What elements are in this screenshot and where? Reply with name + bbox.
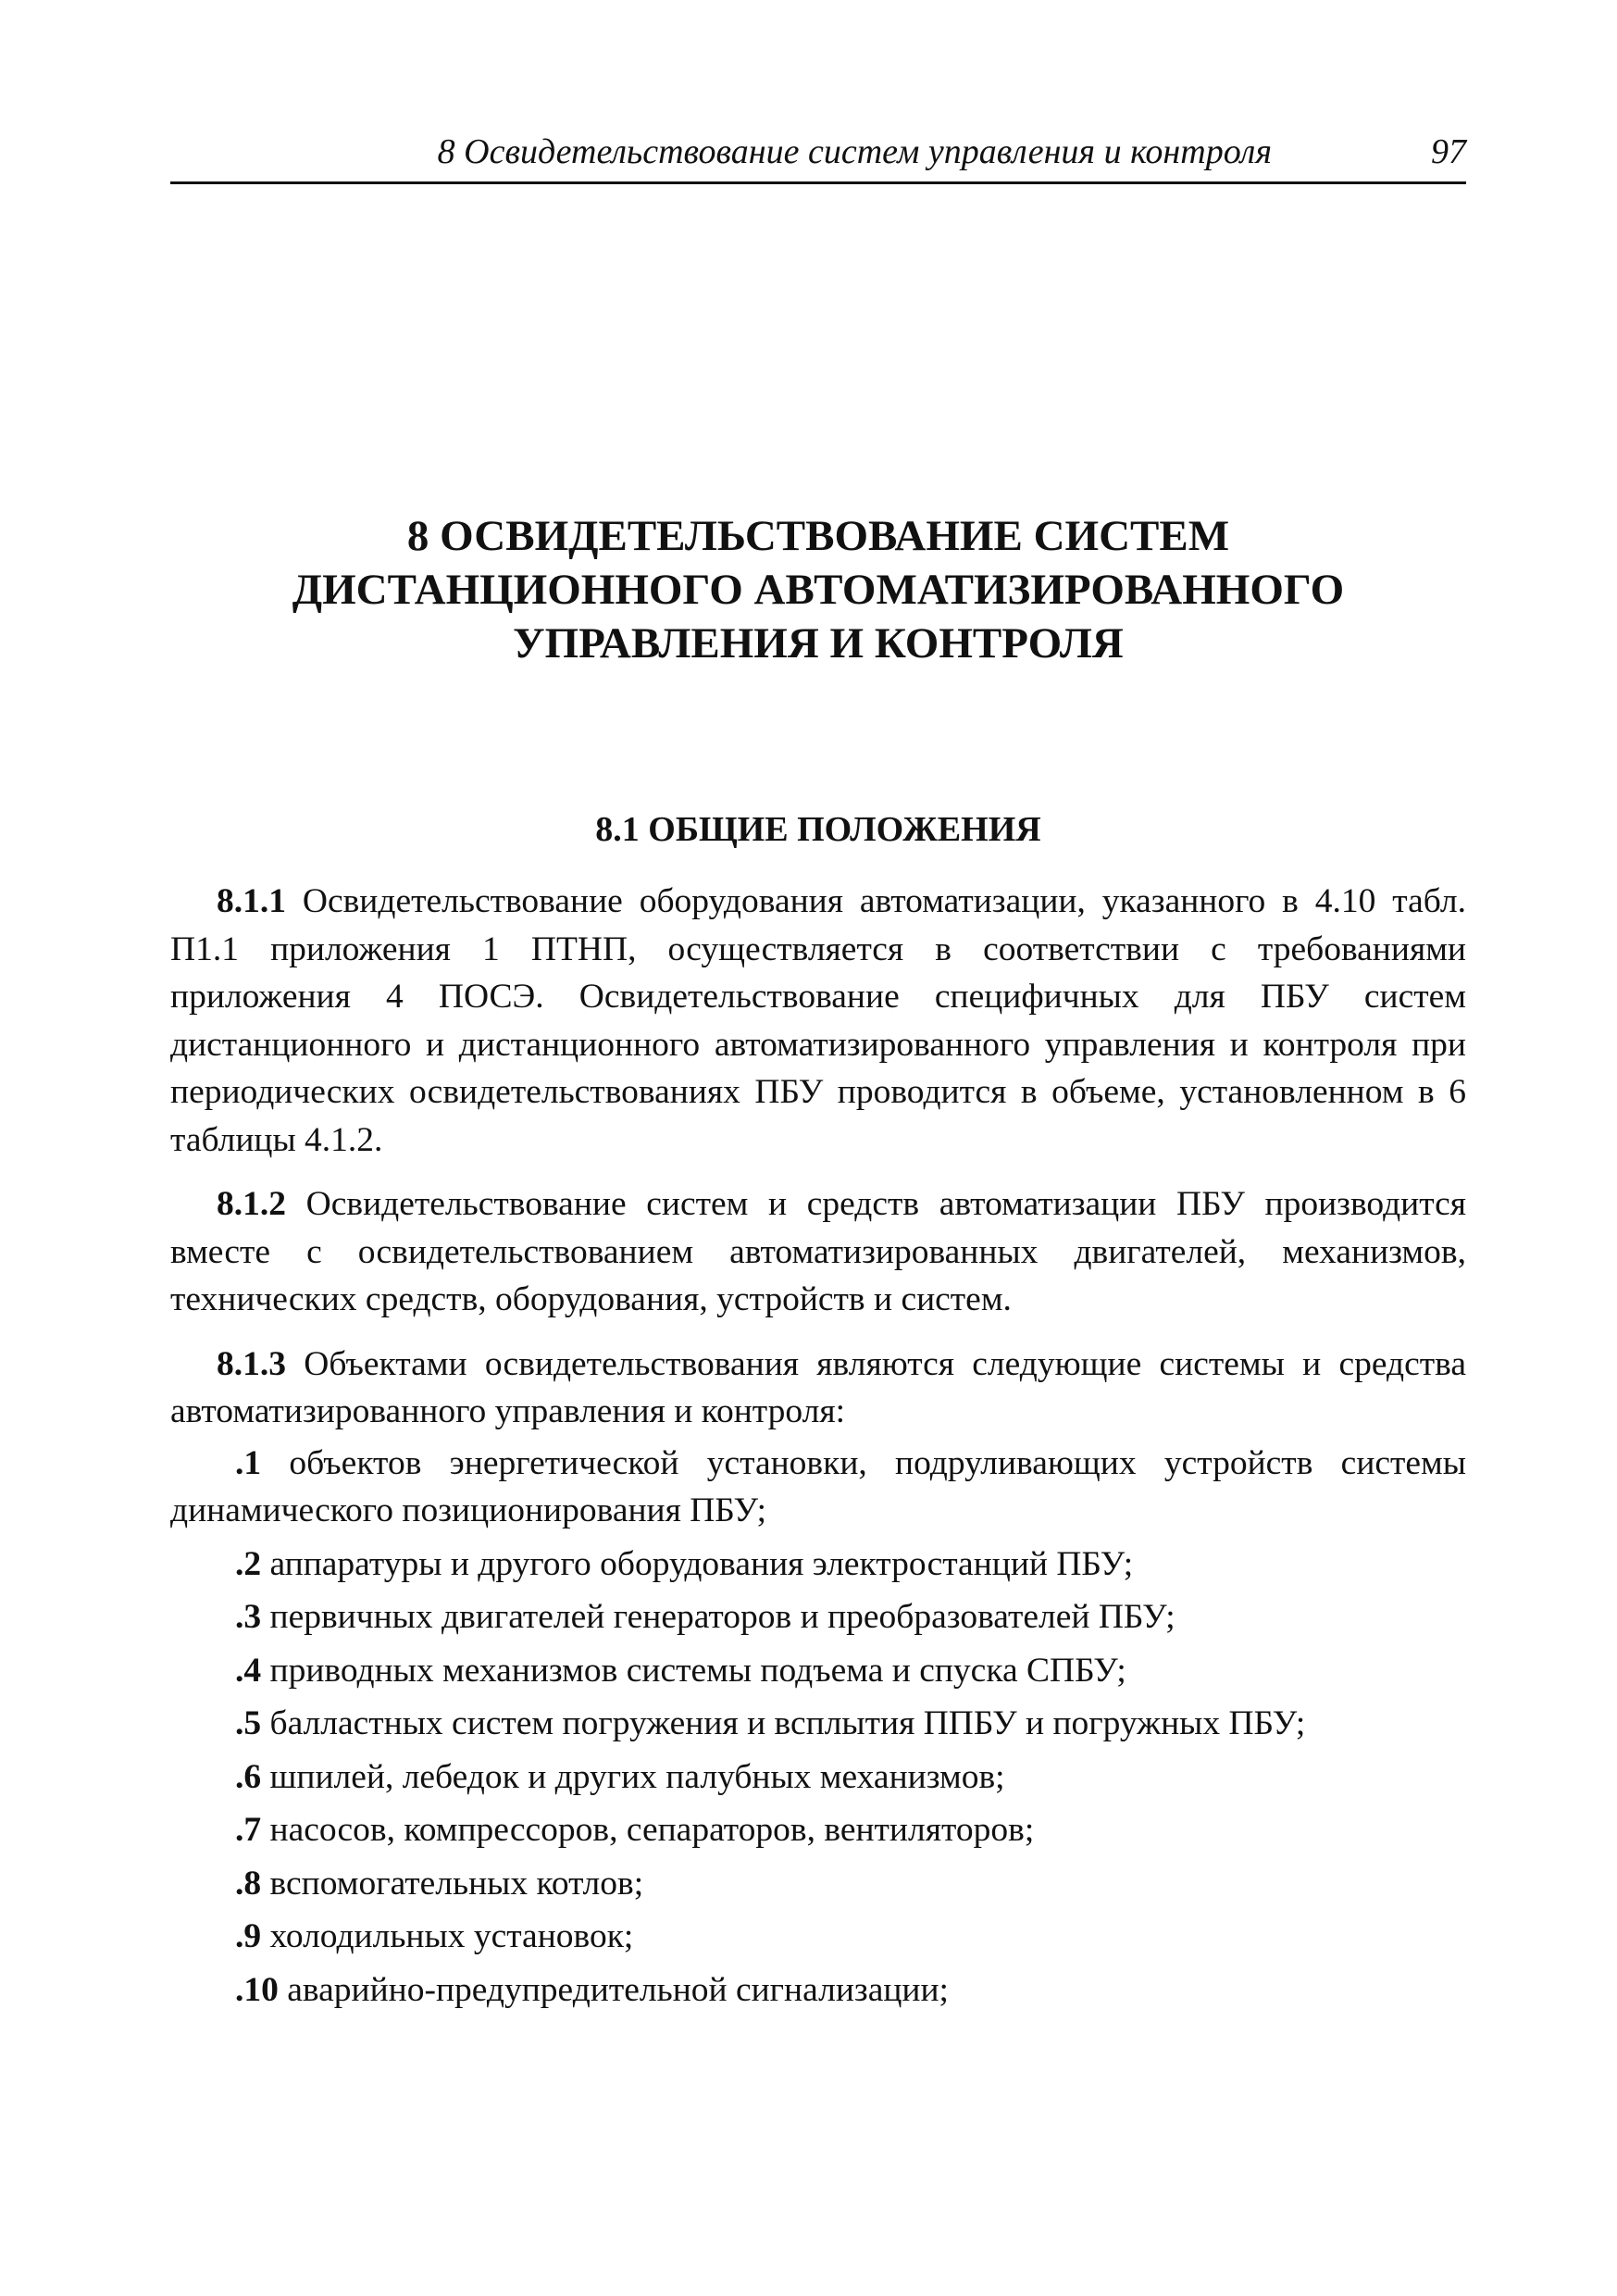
list-item bbox=[170, 1541, 1466, 1589]
chapter-title-line: 8 ОСВИДЕТЕЛЬСТВОВАНИЕ СИСТЕМ bbox=[406, 512, 1230, 560]
item-number: .1 bbox=[235, 1443, 262, 1482]
list-item bbox=[170, 1440, 1466, 1535]
paragraph-number: 8.1.3 bbox=[217, 1344, 286, 1383]
item-number: .9 bbox=[235, 1917, 262, 1955]
list-item bbox=[170, 1860, 1466, 1908]
paragraph-8-1-1 bbox=[170, 878, 1466, 1164]
body-text bbox=[170, 878, 1466, 2019]
list-item bbox=[170, 1593, 1466, 1641]
paragraph-8-1-2 bbox=[170, 1180, 1466, 1324]
paragraph-number: 8.1.2 bbox=[217, 1185, 286, 1223]
list-item bbox=[170, 1966, 1466, 2015]
item-number: .10 bbox=[235, 1970, 279, 2009]
item-text: первичных двигателей генераторов и преобразователей ПБУ; bbox=[261, 1598, 1175, 1636]
item-number: .5 bbox=[235, 1704, 262, 1742]
item-number: .3 bbox=[235, 1598, 262, 1636]
item-text: насосов, компрессоров, сепараторов, вентиляторов; bbox=[261, 1811, 1035, 1849]
item-text: аварийно-предупредительной сигнализации; bbox=[278, 1970, 949, 2009]
running-title: 8 Освидетельствование систем управления и контроля bbox=[437, 132, 1272, 171]
item-number: .4 bbox=[235, 1651, 262, 1690]
section-title: 8.1 ОБЩИЕ ПОЛОЖЕНИЯ bbox=[595, 810, 1041, 849]
item-number: .6 bbox=[235, 1757, 262, 1796]
chapter-title-line: УПРАВЛЕНИЯ И КОНТРОЛЯ bbox=[513, 619, 1124, 668]
item-number: .2 bbox=[235, 1544, 262, 1583]
running-header bbox=[170, 122, 1466, 184]
item-text: холодильных установок; bbox=[261, 1917, 634, 1955]
list-item bbox=[170, 1647, 1466, 1695]
item-text: балластных систем погружения и всплытия ППБУ и погружных ПБУ; bbox=[261, 1704, 1306, 1742]
paragraph-text: Освидетельствование оборудования автоматизации, указанного в 4.10 табл. П1.1 приложения 1 ПТНП, осуществляется в соответствии с требованиями приложения 4 ПОСЭ. Освидетельствование специфичных для ПБУ систем дистанционного и дистанционного автоматизированного управления и контроля при периодических освидетельствованиях ПБУ проводится в объеме, установленном в 6 таблицы 4.1.2. bbox=[170, 882, 1466, 1159]
list-item bbox=[170, 1753, 1466, 1802]
objects-list bbox=[170, 1440, 1466, 2015]
list-item bbox=[170, 1913, 1466, 1961]
page-number: 97 bbox=[1431, 132, 1466, 171]
item-text: приводных механизмов системы подъема и спуска СПБУ; bbox=[261, 1651, 1126, 1690]
paragraph-number: 8.1.1 bbox=[217, 882, 286, 920]
chapter-title-line: ДИСТАНЦИОННОГО АВТОМАТИЗИРОВАННОГО bbox=[292, 566, 1345, 614]
paragraph-text: Объектами освидетельствования являются следующие системы и средства автоматизированного управления и контроля: bbox=[170, 1344, 1466, 1430]
item-text: вспомогательных котлов; bbox=[261, 1864, 644, 1903]
chapter-title bbox=[170, 509, 1466, 670]
item-text: объектов энергетической установки, подруливающих устройств системы динамического позиционирования ПБУ; bbox=[170, 1443, 1466, 1529]
item-number: .8 bbox=[235, 1864, 262, 1903]
list-item bbox=[170, 1806, 1466, 1854]
item-text: шпилей, лебедок и других палубных механизмов; bbox=[261, 1757, 1005, 1796]
item-number: .7 bbox=[235, 1811, 262, 1849]
list-item bbox=[170, 1700, 1466, 1748]
paragraph-8-1-3 bbox=[170, 1341, 1466, 1436]
item-text: аппаратуры и другого оборудования электростанций ПБУ; bbox=[261, 1544, 1134, 1583]
paragraph-text: Освидетельствование систем и средств автоматизации ПБУ производится вместе с освидетельствованием автоматизированных двигателей, механизмов, технических средств, оборудования, устройств и систем. bbox=[170, 1185, 1466, 1318]
